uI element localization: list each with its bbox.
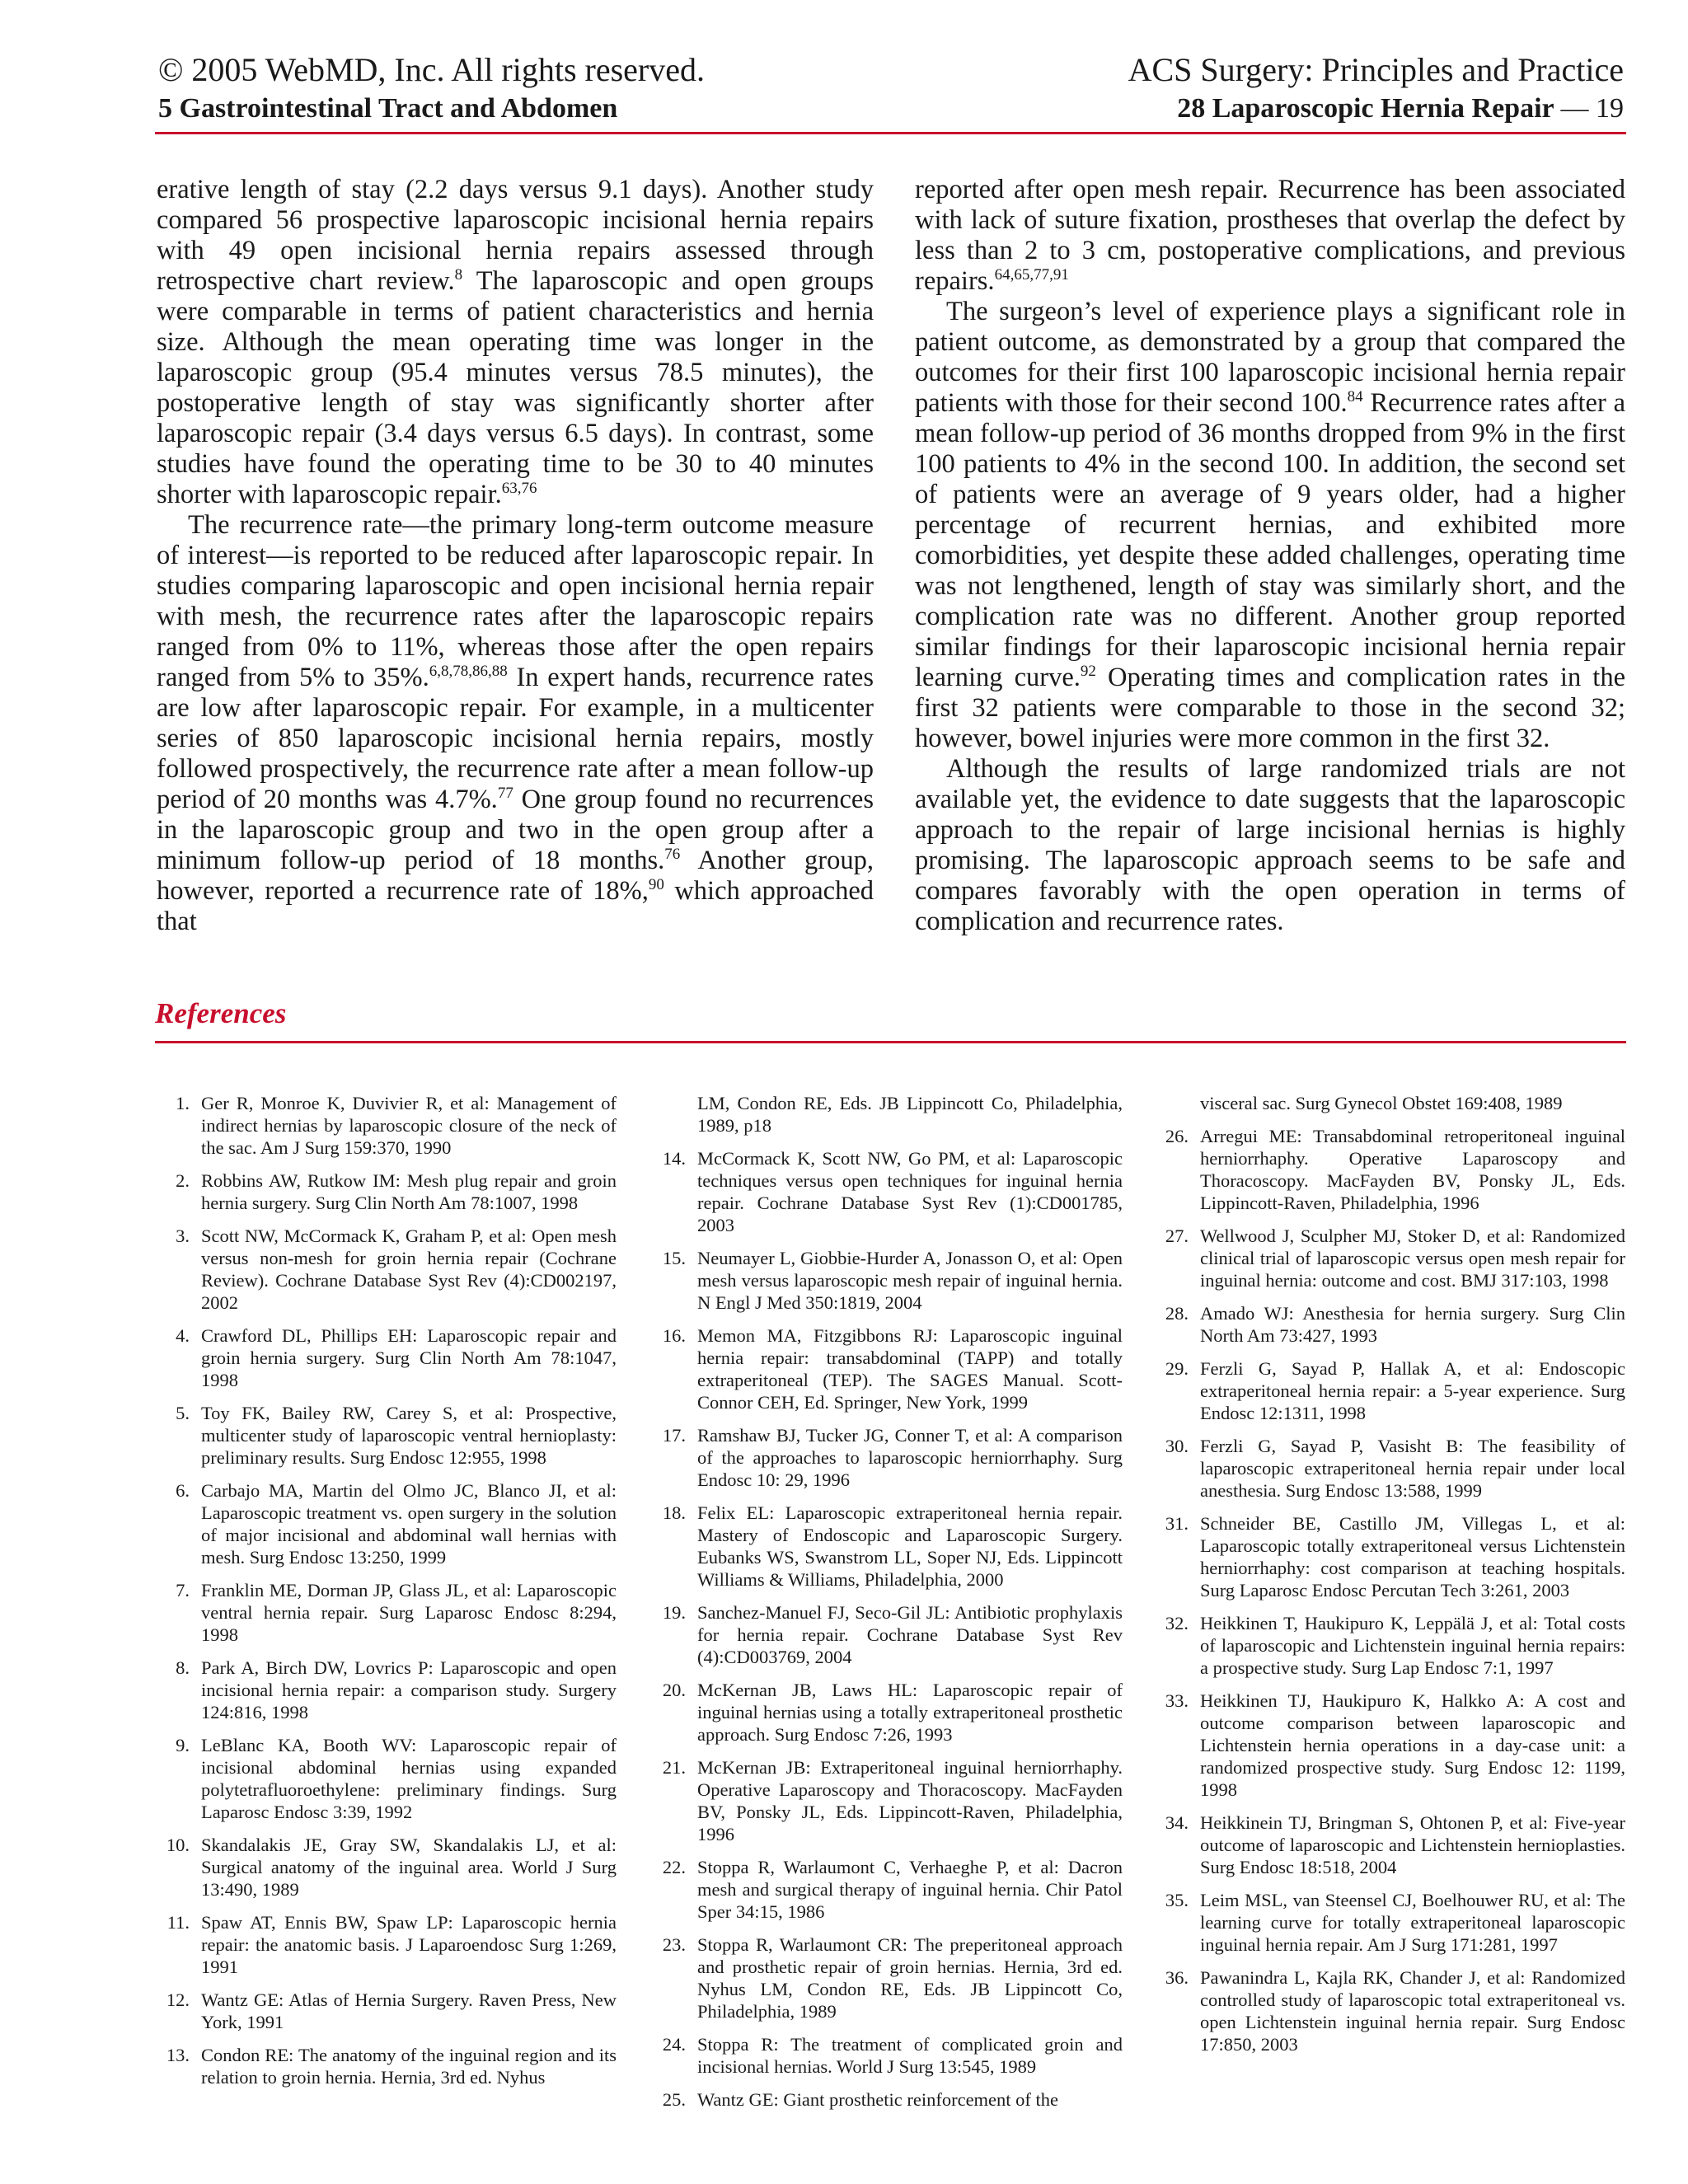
references-column-1	[155, 1092, 617, 2099]
reference-item	[651, 1247, 1123, 1314]
reference-text: Felix EL: Laparoscopic extraperitoneal hernia repair. Mastery of Endoscopic and Laparoscopic Surgery. Eubanks WS, Swanstrom LL, Soper NJ, Eds. Lippincott Williams & Williams, Philadelphia, 2000	[697, 1502, 1123, 1590]
reference-text: Wantz GE: Giant prosthetic reinforcement of the	[697, 2089, 1059, 2110]
reference-item	[1154, 1435, 1625, 1502]
reference-number: 36.	[1165, 1967, 1189, 1988]
reference-number: 33.	[1165, 1690, 1189, 1711]
reference-number: 34.	[1165, 1812, 1189, 1833]
reference-item	[155, 1989, 617, 2033]
reference-text: Condon RE: The anatomy of the inguinal region and its relation to groin hernia. Hernia, 3rd ed. Nyhus	[201, 2045, 617, 2088]
reference-number: 10.	[166, 1835, 190, 1855]
reference-text: McKernan JB: Extraperitoneal inguinal herniorrhaphy. Operative Laparoscopy and Thoracoscopy. MacFayden BV, Ponsky JL, Eds. Lippincott-Raven, Philadelphia, 1996	[697, 1757, 1123, 1844]
reference-item	[1154, 1357, 1625, 1424]
reference-continuation: LM, Condon RE, Eds. JB Lippincott Co, Philadelphia, 1989, p18	[697, 1093, 1123, 1136]
reference-item	[155, 1479, 617, 1568]
reference-text: Amado WJ: Anesthesia for hernia surgery. Surg Clin North Am 73:427, 1993	[1200, 1303, 1625, 1346]
reference-number: 7.	[176, 1580, 190, 1601]
chapter-line	[824, 92, 1624, 125]
chapter-title: 28 Laparoscopic Hernia Repair	[1177, 93, 1554, 124]
reference-item	[1154, 1512, 1625, 1601]
reference-text: Arregui ME: Transabdominal retroperitoneal inguinal herniorrhaphy. Operative Laparoscopy and Thoracoscopy. MacFayden BV, Ponsky JL, Eds. Lippincott-Raven, Philadelphia, 1996	[1200, 1126, 1625, 1213]
reference-number: 26.	[1165, 1126, 1189, 1146]
reference-item	[651, 1502, 1123, 1591]
paragraph: The surgeon’s level of experience plays a significant role in patient outcome, as demonstrated by a group that compared the outcomes for their first 100 laparoscopic incisional hernia repair patients with those for their second 100.84 Recurrence rates after a mean follow-up period of 36 months dropped from 9% in the first 100 patients to 4% in the second 100. In addition, the second set of patients were an average of 9 years older, had a higher percentage of recurrent hernias, and exhibited more comorbidities, yet despite these added challenges, operating time was not lengthened, length of stay was similarly short, and the complication rate was no different. Another group reported similar findings for their laparoscopic incisional hernia repair learning curve.$^{92}$ Operating times and complication rates in the first 32 patients were comparable to those in the second 32; however, bowel injuries were more common in the first 32.	[915, 297, 1626, 753]
page-number: — 19	[1560, 93, 1624, 124]
reference-item	[1154, 1889, 1625, 1956]
reference-text: Stoppa R, Warlaumont C, Verhaeghe P, et al: Dacron mesh and surgical therapy of inguinal hernia. Chir Patol Sper 34:15, 1986	[697, 1857, 1123, 1922]
reference-number: 23.	[662, 1934, 686, 1955]
reference-number: 30.	[1165, 1436, 1189, 1456]
reference-number: 22.	[662, 1857, 686, 1877]
reference-item	[1154, 1966, 1625, 2055]
reference-text: Memon MA, Fitzgibbons RJ: Laparoscopic inguinal hernia repair: transabdominal (TAPP) and totally extraperitoneal (TEP). The SAGES Manual. Scott-Connor CEH, Ed. Springer, New York, 1999	[697, 1325, 1123, 1413]
reference-text: Heikkinen TJ, Haukipuro K, Halkko A: A cost and outcome comparison between laparoscopic and Lichtenstein hernia operations in a day-case unit: a randomized prospective study. Surg Endosc 12: 1199, 1998	[1200, 1690, 1625, 1800]
reference-item	[1154, 1125, 1625, 1214]
references-heading: References	[155, 997, 287, 1029]
reference-text: LeBlanc KA, Booth WV: Laparoscopic repair of incisional abdominal hernias using expanded polytetrafluoroethylene: preliminary findings. Surg Laparosc Endosc 3:39, 1992	[201, 1735, 617, 1822]
section-title: 5 Gastrointestinal Tract and Abdomen	[158, 93, 618, 124]
copyright-line: © 2005 WebMD, Inc. All rights reserved.	[158, 51, 705, 88]
reference-number: 17.	[662, 1425, 686, 1446]
reference-item	[1154, 1690, 1625, 1801]
reference-text: Ramshaw BJ, Tucker JG, Conner T, et al: A comparison of the approaches to laparoscopic herniorrhaphy. Surg Endosc 10: 29, 1996	[697, 1425, 1123, 1490]
reference-text: Ger R, Monroe K, Duvivier R, et al: Management of indirect hernias by laparoscopic closure of the neck of the sac. Am J Surg 159:370, 1990	[201, 1093, 617, 1158]
header-rule	[155, 132, 1626, 134]
reference-item	[651, 1679, 1123, 1746]
reference-text: McCormack K, Scott NW, Go PM, et al: Laparoscopic techniques versus open techniques for inguinal hernia repair. Cochrane Database Syst Rev (1):CD001785, 2003	[697, 1148, 1123, 1235]
reference-text: Leim MSL, van Steensel CJ, Boelhouwer RU, et al: The learning curve for totally extraperitoneal laparoscopic inguinal hernia repair. Am J Surg 171:281, 1997	[1200, 1890, 1625, 1955]
reference-number: 24.	[662, 2034, 686, 2055]
reference-text: Schneider BE, Castillo JM, Villegas L, et al: Laparoscopic totally extraperitoneal versus Lichtenstein herniorrhaphy: cost comparison at teaching hospitals. Surg Laparosc Endosc Percutan Tech 3:261, 2003	[1200, 1513, 1625, 1601]
reference-item	[155, 1402, 617, 1469]
reference-number: 11.	[166, 1912, 190, 1933]
reference-number: 16.	[662, 1325, 686, 1346]
reference-text: Wellwood J, Sculpher MJ, Stoker D, et al: Randomized clinical trial of laparoscopic versus open mesh repair for inguinal hernia: outcome and cost. BMJ 317:103, 1998	[1200, 1226, 1625, 1291]
reference-number: 28.	[1165, 1303, 1189, 1324]
reference-item	[155, 1579, 617, 1646]
reference-number: 32.	[1165, 1613, 1189, 1633]
reference-number: 29.	[1165, 1358, 1189, 1379]
reference-text: Ferzli G, Sayad P, Vasisht B: The feasibility of laparoscopic extraperitoneal hernia repair under local anesthesia. Surg Endosc 13:588, 1999	[1200, 1436, 1625, 1501]
reference-item	[651, 1424, 1123, 1491]
reference-item	[651, 2033, 1123, 2078]
reference-number: 12.	[166, 1990, 190, 2010]
references-column-3	[1154, 1092, 1625, 2066]
reference-number: 9.	[176, 1735, 190, 1755]
reference-text: Robbins AW, Rutkow IM: Mesh plug repair and groin hernia surgery. Surg Clin North Am 78:1007, 1998	[201, 1170, 617, 1213]
reference-item	[1154, 1612, 1625, 1679]
reference-text: McKernan JB, Laws HL: Laparoscopic repair of inguinal hernias using a totally extraperitoneal prosthetic approach. Surg Endosc 7:26, 1993	[697, 1680, 1123, 1745]
reference-number: 31.	[1165, 1513, 1189, 1534]
reference-text: Sanchez-Manuel FJ, Seco-Gil JL: Antibiotic prophylaxis for hernia repair. Cochrane Database Syst Rev (4):CD003769, 2004	[697, 1602, 1123, 1667]
reference-item	[155, 1225, 617, 1314]
reference-item	[651, 1933, 1123, 2022]
reference-number: 8.	[176, 1657, 190, 1678]
running-header-right	[824, 51, 1624, 125]
reference-item	[651, 1756, 1123, 1845]
reference-number: 1.	[176, 1093, 190, 1113]
reference-continuation: visceral sac. Surg Gynecol Obstet 169:408, 1989	[1200, 1093, 1563, 1113]
paragraph: reported after open mesh repair. Recurrence has been associated with lack of suture fixation, prostheses that overlap the defect by less than 2 to 3 cm, postoperative complications, and previous repairs.$^{64,65,77,91}$	[915, 175, 1625, 296]
running-header-left	[158, 51, 818, 125]
reference-item	[155, 1911, 617, 1978]
reference-number: 25.	[662, 2089, 686, 2110]
reference-number: 20.	[662, 1680, 686, 1700]
reference-number: 2.	[176, 1170, 190, 1191]
reference-text: Scott NW, McCormack K, Graham P, et al: Open mesh versus non-mesh for groin hernia repair (Cochrane Review). Cochrane Database Syst Rev (4):CD002197, 2002	[201, 1226, 617, 1313]
reference-text: Skandalakis JE, Gray SW, Skandalakis LJ, et al: Surgical anatomy of the inguinal area. World J Surg 13:490, 1989	[201, 1835, 617, 1900]
reference-number: 6.	[176, 1480, 190, 1501]
reference-text: Stoppa R, Warlaumont CR: The preperitoneal approach and prosthetic repair of groin hernias. Hernia, 3rd ed. Nyhus LM, Condon RE, Eds. JB Lippincott Co, Philadelphia, 1989	[697, 1934, 1123, 2022]
reference-item	[651, 1601, 1123, 1668]
book-title: ACS Surgery: Principles and Practice	[1128, 51, 1624, 88]
reference-text: Heikkinein TJ, Bringman S, Ohtonen P, et al: Five-year outcome of laparoscopic and Lichtenstein hernioplasties. Surg Endosc 18:518, 2004	[1200, 1812, 1625, 1877]
reference-number: 5.	[176, 1403, 190, 1423]
paragraph: Although the results of large randomized trials are not available yet, the evidence to date suggests that the laparoscopic approach to the repair of large incisional hernias is highly promising. The laparoscopic approach seems to be safe and compares favorably with the open operation in terms of complication and recurrence rates.	[915, 754, 1625, 936]
reference-item	[651, 1324, 1123, 1413]
reference-item	[1154, 1225, 1625, 1291]
reference-item	[155, 1734, 617, 1823]
reference-number: 4.	[176, 1325, 190, 1346]
reference-item	[651, 1856, 1123, 1923]
reference-item	[155, 1169, 617, 1214]
reference-text: Spaw AT, Ennis BW, Spaw LP: Laparoscopic hernia repair: the anatomic basis. J Laparoendosc Surg 1:269, 1991	[201, 1912, 617, 1977]
reference-item	[155, 1092, 617, 1159]
reference-text: Wantz GE: Atlas of Hernia Surgery. Raven Press, New York, 1991	[201, 1990, 617, 2032]
reference-text: Stoppa R: The treatment of complicated groin and incisional hernias. World J Surg 13:545, 1989	[697, 2034, 1123, 2077]
reference-item	[651, 1147, 1123, 1236]
reference-number: 14.	[662, 1148, 686, 1169]
reference-number: 19.	[662, 1602, 686, 1623]
references-rule	[155, 1041, 1626, 1043]
reference-number: 18.	[662, 1502, 686, 1523]
references-column-2	[651, 1092, 1123, 2121]
reference-item	[155, 1834, 617, 1900]
body-column-right	[915, 175, 1625, 937]
reference-item	[155, 1324, 617, 1391]
reference-number: 21.	[662, 1757, 686, 1778]
paragraph: erative length of stay (2.2 days versus 9.1 days). Another study compared 56 prospective laparoscopic incisional hernia repairs with 49 open incisional hernia repairs assessed through retrospective chart review.$^8$ The laparoscopic and open groups were comparable in terms of patient characteristics and hernia size. Although the mean operating time was longer in the laparoscopic group (95.4 minutes versus 78.5 minutes), the postoperative length of stay was significantly shorter after laparoscopic repair (3.4 days versus 6.5 days). In contrast, some studies have found the operating time to be 30 to 40 minutes shorter with laparoscopic repair.$^{63,76}$	[157, 175, 874, 509]
reference-number: 15.	[662, 1248, 686, 1268]
reference-text: Crawford DL, Phillips EH: Laparoscopic repair and groin hernia surgery. Surg Clin North Am 78:1047, 1998	[201, 1325, 617, 1390]
reference-text: Carbajo MA, Martin del Olmo JC, Blanco JI, et al: Laparoscopic treatment vs. open surgery in the solution of major incisional and abdominal wall hernias with mesh. Surg Endosc 13:250, 1999	[201, 1480, 617, 1568]
reference-text: Heikkinen T, Haukipuro K, Leppälä J, et al: Total costs of laparoscopic and Lichtenstein inguinal hernia repairs: a prospective study. Surg Lap Endosc 7:1, 1997	[1200, 1613, 1625, 1678]
reference-item	[1154, 1811, 1625, 1878]
reference-number: 3.	[176, 1226, 190, 1246]
reference-text: Pawanindra L, Kajla RK, Chander J, et al: Randomized controlled study of laparoscopic total extraperitoneal vs. open Lichtenstein inguinal hernia repair. Surg Endosc 17:850, 2003	[1200, 1967, 1625, 2055]
reference-text: Ferzli G, Sayad P, Hallak A, et al: Endoscopic extraperitoneal hernia repair: a 5-year experience. Surg Endosc 12:1311, 1998	[1200, 1358, 1625, 1423]
reference-item	[651, 2088, 1123, 2111]
reference-text: Toy FK, Bailey RW, Carey S, et al: Prospective, multicenter study of laparoscopic ventral hernioplasty: preliminary results. Surg Endosc 12:955, 1998	[201, 1403, 617, 1468]
reference-number: 35.	[1165, 1890, 1189, 1910]
body-column-left	[157, 175, 874, 937]
reference-text: Neumayer L, Giobbie-Hurder A, Jonasson O, et al: Open mesh versus laparoscopic mesh repair of inguinal hernia. N Engl J Med 350:1819, 2004	[697, 1248, 1123, 1313]
reference-number: 27.	[1165, 1226, 1189, 1246]
reference-text: Park A, Birch DW, Lovrics P: Laparoscopic and open incisional hernia repair: a comparison study. Surgery 124:816, 1998	[201, 1657, 617, 1722]
paragraph: The recurrence rate—the primary long-term outcome measure of interest—is reported to be reduced after laparoscopic repair. In studies comparing laparoscopic and open incisional hernia repair with mesh, the recurrence rates after the laparoscopic repairs ranged from 0% to 11%, whereas those after the open repairs ranged from 5% to 35%.$^{6,8,78,86,88}$ In expert hands, recurrence rates are low after laparoscopic repair. For example, in a multicenter series of 850 laparoscopic incisional hernia repairs, mostly followed prospectively, the recurrence rate after a mean follow-up period of 20 months was 4.7%.$^{77}$ One group found no recurrences in the laparoscopic group and two in the open group after a minimum follow-up period of 18 months.$^{76}$ Another group, however, reported a recurrence rate of 18%,$^{90}$ which approached that	[157, 510, 874, 936]
reference-item	[155, 1657, 617, 1723]
reference-item	[1154, 1302, 1625, 1347]
reference-item	[155, 2044, 617, 2088]
reference-number: 13.	[166, 2045, 190, 2065]
reference-text: Franklin ME, Dorman JP, Glass JL, et al: Laparoscopic ventral hernia repair. Surg Laparosc Endosc 8:294, 1998	[201, 1580, 617, 1645]
